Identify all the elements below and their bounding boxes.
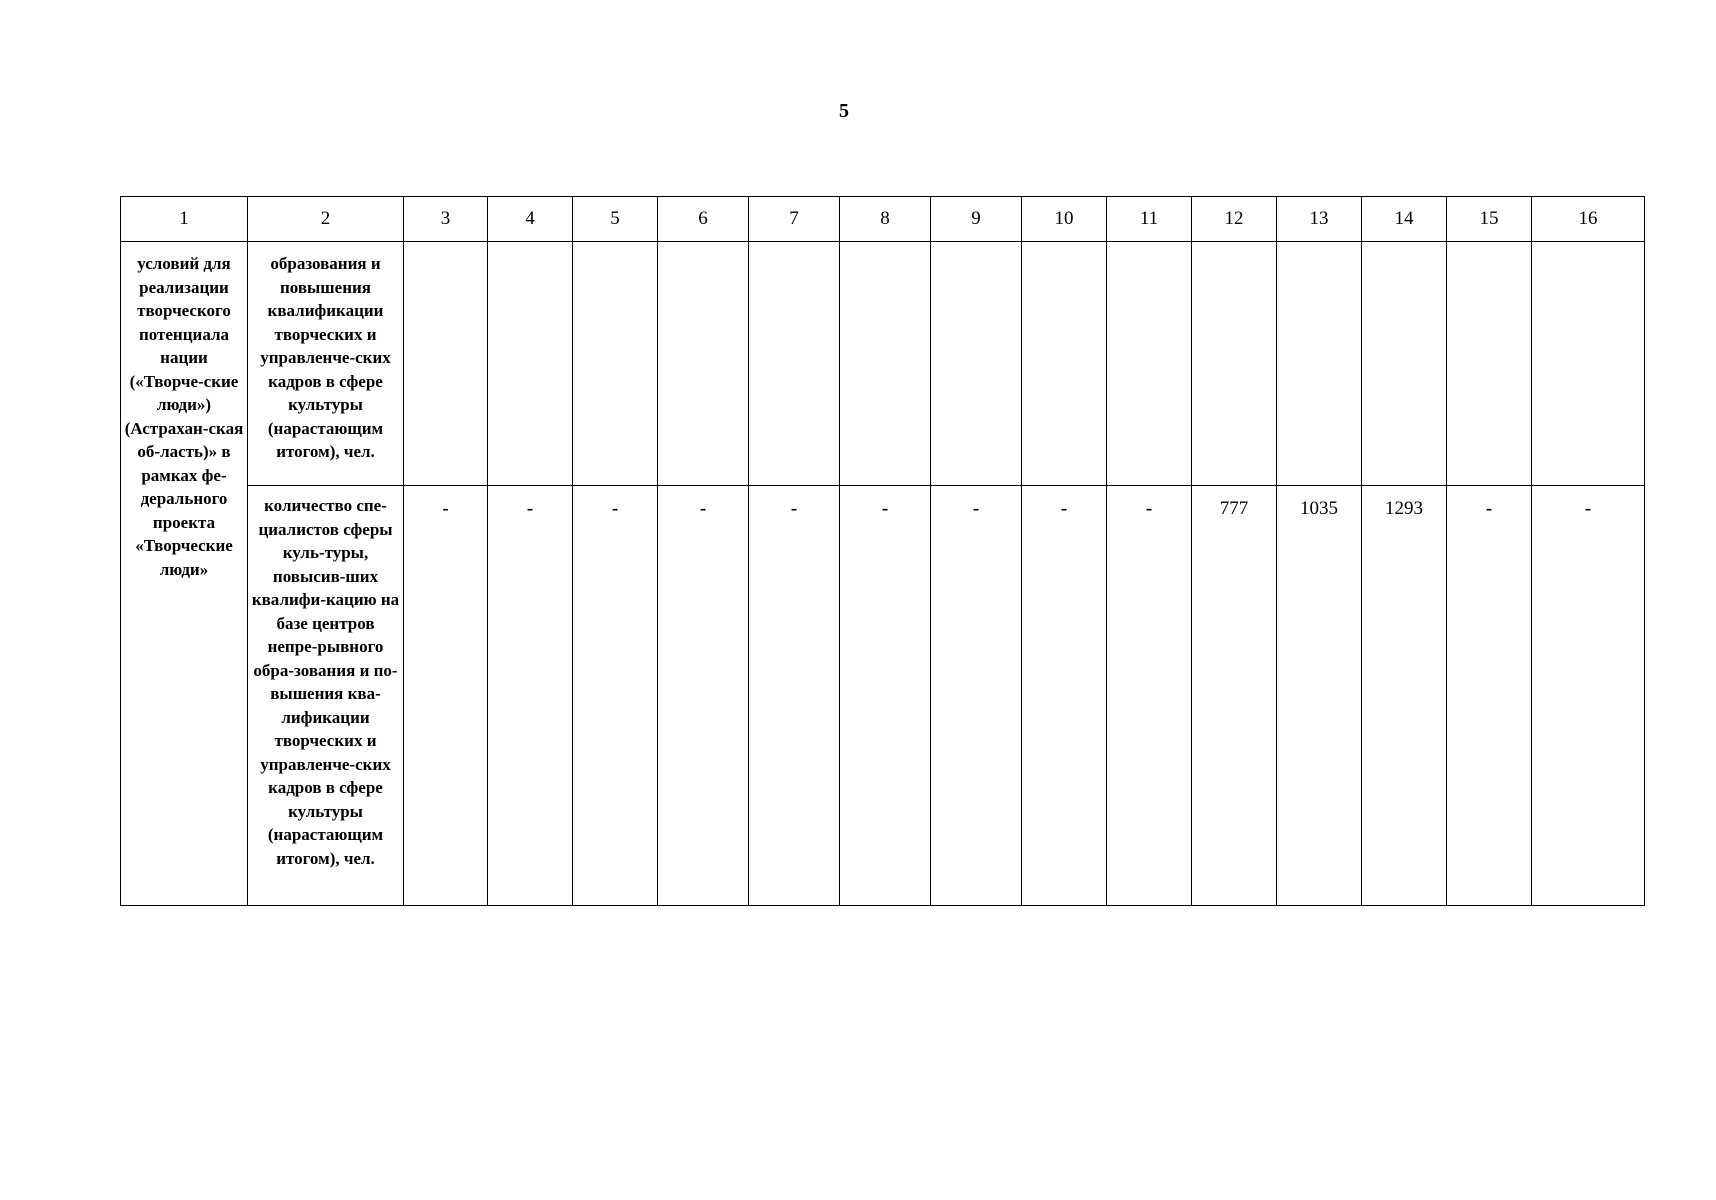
project-name-text: условий для реализации творческого потенциала нации («Творче-ские люди») (Астрахан-ская об-ласть)» в рамках фе-дерального проекта «Творческие люди» bbox=[124, 254, 244, 579]
header-cell: 10 bbox=[1022, 197, 1107, 242]
empty-cell bbox=[931, 242, 1022, 486]
value-cell: - bbox=[1022, 486, 1107, 906]
value-cell: - bbox=[658, 486, 749, 906]
header-cell: 15 bbox=[1447, 197, 1532, 242]
header-cell: 2 bbox=[248, 197, 404, 242]
empty-cell bbox=[1532, 242, 1645, 486]
value-cell: - bbox=[404, 486, 488, 906]
header-cell: 16 bbox=[1532, 197, 1645, 242]
empty-cell bbox=[1022, 242, 1107, 486]
empty-cell bbox=[1192, 242, 1277, 486]
indicator-name-text: образования и повышения квалификации творческих и управленче-ских кадров в сфере культуры (нарастающим итогом), чел. bbox=[260, 254, 391, 461]
project-name-cell bbox=[121, 242, 248, 906]
header-cell: 8 bbox=[840, 197, 931, 242]
empty-cell bbox=[404, 242, 488, 486]
empty-cell bbox=[840, 242, 931, 486]
header-cell: 3 bbox=[404, 197, 488, 242]
value-cell: - bbox=[840, 486, 931, 906]
empty-cell bbox=[1362, 242, 1447, 486]
empty-cell bbox=[658, 242, 749, 486]
value-cell: - bbox=[749, 486, 840, 906]
empty-cell bbox=[1447, 242, 1532, 486]
indicator-name-cell bbox=[248, 242, 404, 486]
table-row bbox=[121, 242, 1645, 486]
header-cell: 9 bbox=[931, 197, 1022, 242]
value-cell: - bbox=[1447, 486, 1532, 906]
header-cell: 4 bbox=[488, 197, 573, 242]
value-cell: 777 bbox=[1192, 486, 1277, 906]
header-cell: 6 bbox=[658, 197, 749, 242]
empty-cell bbox=[488, 242, 573, 486]
indicator-name-cell bbox=[248, 486, 404, 906]
indicator-name-text: количество спе-циалистов сферы куль-туры, повысив-ших квалифи-кацию на базе центров непре-рывного обра-зования и по-вышения ква-лификации творческих и управленче-ских кадров в сфере культуры (нарастающим итогом), чел. bbox=[251, 496, 400, 868]
table-row bbox=[121, 486, 1645, 906]
value-cell: - bbox=[1532, 486, 1645, 906]
header-cell: 13 bbox=[1277, 197, 1362, 242]
empty-cell bbox=[573, 242, 658, 486]
empty-cell bbox=[1277, 242, 1362, 486]
header-cell: 14 bbox=[1362, 197, 1447, 242]
value-cell: 1293 bbox=[1362, 486, 1447, 906]
value-cell: - bbox=[488, 486, 573, 906]
document-table bbox=[120, 196, 1645, 906]
value-cell: - bbox=[931, 486, 1022, 906]
header-cell: 5 bbox=[573, 197, 658, 242]
table-header-row bbox=[121, 197, 1645, 242]
value-cell: - bbox=[573, 486, 658, 906]
value-cell: - bbox=[1107, 486, 1192, 906]
empty-cell bbox=[749, 242, 840, 486]
header-cell: 11 bbox=[1107, 197, 1192, 242]
header-cell: 12 bbox=[1192, 197, 1277, 242]
header-cell: 1 bbox=[121, 197, 248, 242]
empty-cell bbox=[1107, 242, 1192, 486]
value-cell: 1035 bbox=[1277, 486, 1362, 906]
header-cell: 7 bbox=[749, 197, 840, 242]
page-number: 5 bbox=[839, 100, 849, 122]
